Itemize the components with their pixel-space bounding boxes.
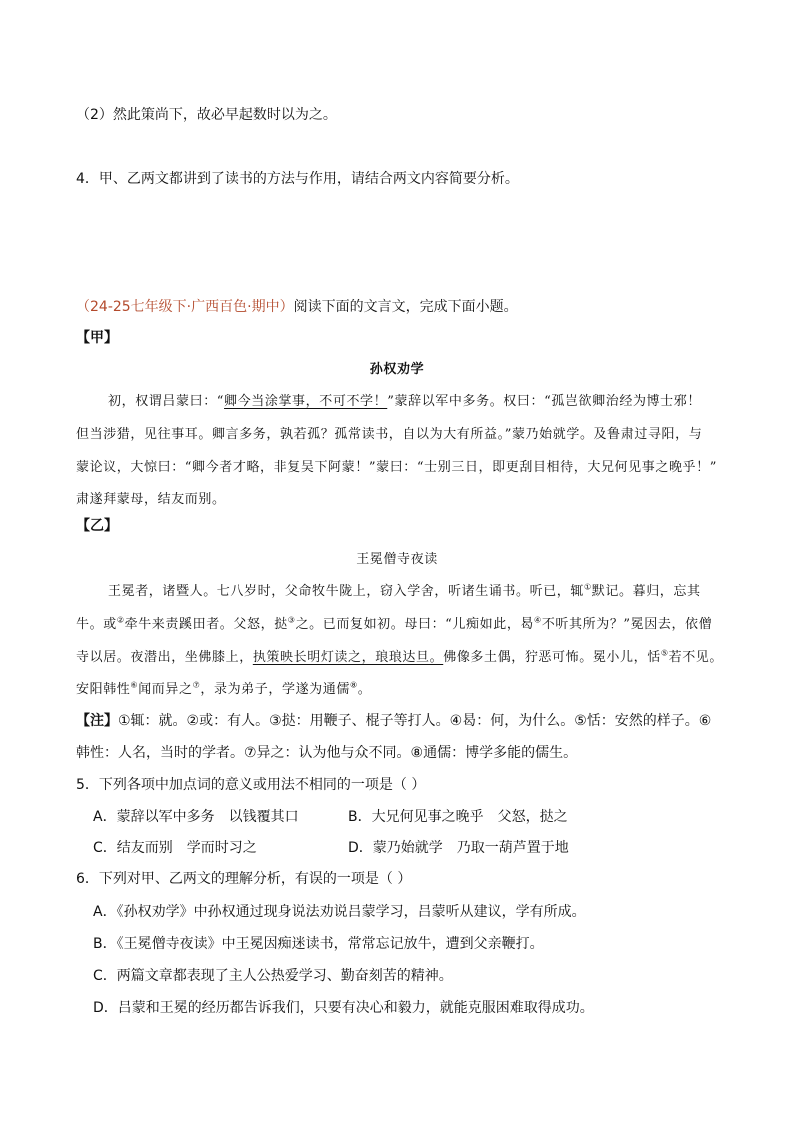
question-4: 4．甲、乙两文都讲到了读书的方法与作用，请结合两文内容简要分析。 [76, 171, 519, 187]
question-3-part-2: （2）然此策尚下，故必早起数时以为之。 [76, 107, 337, 123]
question-5-option-b[interactable]: B．大兄何见事之晚乎 父怒，挞之 [348, 809, 568, 825]
question-6-option-a[interactable]: A．《孙权劝学》中孙权通过现身说法劝说吕蒙学习，吕蒙听从建议，学有所成。 [93, 904, 586, 920]
source-label: （24-25七年级下·广西百色·期中） [76, 299, 294, 315]
question-6-option-c[interactable]: C．两篇文章都表现了主人公热爱学习、勤奋刻苦的精神。 [93, 968, 453, 984]
passage-jia-line: 蒙论议，大惊曰：“卿今者才略，非复吴下阿蒙！”蒙曰：“士别三日，即更刮目相待，大兄何见事之晚乎！” [76, 460, 717, 475]
intro-text: 阅读下面的文言文，完成下面小题。 [293, 299, 518, 315]
passage-jia-title: 孙权劝学 [369, 362, 425, 377]
passage-yi-line: 牛。或②牵牛来责蹊田者。父怒，挞③之。已而复如初。母曰：“儿痴如此，曷④不听其所为？”冕因去，依僧 [76, 615, 713, 632]
passage-yi-line: 王冕者，诸暨人。七八岁时，父命牧牛陇上，窃入学舍，听诸生诵书。听已，辄①默记。暮归，忘其 [108, 582, 701, 599]
passage-yi-line: 寺以居。夜潜出，坐佛膝上，执策映长明灯读之，琅琅达旦。佛像多土偶，狞恶可怖。冕小儿，恬⑤若不见。 [76, 648, 724, 665]
question-5-option-a[interactable]: A．蒙辞以军中多务 以钱覆其口 [93, 809, 299, 825]
notes-line-2: 韩性：人名，当时的学者。⑦异之：认为他与众不同。⑧通儒：博学多能的儒生。 [76, 745, 578, 761]
question-6-option-b[interactable]: B．《王冕僧寺夜读》中王冕因痴迷读书，常常忘记放牛，遭到父亲鞭打。 [93, 936, 544, 952]
section-tag-yi: 【乙】 [76, 518, 118, 534]
notes-line-1: 【注】①辄：就。②或：有人。③挞：用鞭子、棍子等打人。④曷：何，为什么。⑤恬：安然的样子。⑥ [76, 713, 712, 729]
question-5-option-d[interactable]: D．蒙乃始就学 乃取一葫芦置于地 [348, 840, 569, 856]
passage-intro [76, 296, 518, 316]
question-5-option-c[interactable]: C．结友而别 学而时习之 [93, 840, 257, 856]
section-tag-jia: 【甲】 [76, 330, 118, 346]
question-5-stem: 5．下列各项中加点词的意义或用法不相同的一项是（ ） [76, 777, 426, 793]
passage-jia-line: 肃遂拜蒙母，结友而别。 [76, 492, 226, 507]
question-6-stem: 6．下列对甲、乙两文的理解分析，有误的一项是（ ） [76, 871, 412, 887]
passage-yi-title: 王冕僧寺夜读 [356, 552, 438, 567]
underlined-sentence: 执策映长明灯读之，琅琅达旦。 [252, 650, 444, 665]
question-6-option-d[interactable]: D．吕蒙和王冕的经历都告诉我们，只要有决心和毅力，就能克服困难取得成功。 [93, 1000, 594, 1016]
notes-label: 【注】 [76, 713, 118, 729]
passage-jia-line: 初，权谓吕蒙曰：“卿今当涂掌事，不可不学！”蒙辞以军中多务。权曰：“孤岂欲卿治经为博士邪！ [108, 394, 701, 409]
underlined-sentence: 卿今当涂掌事，不可不学！ [224, 394, 388, 409]
passage-jia-line: 但当涉猎，见往事耳。卿言多务，孰若孤？孤常读书，自以为大有所益。”蒙乃始就学。及鲁肃过寻阳，与 [76, 427, 703, 442]
passage-yi-line: 安阳韩性⑥闻而异之⑦，录为弟子，学遂为通儒⑧。 [76, 680, 372, 697]
